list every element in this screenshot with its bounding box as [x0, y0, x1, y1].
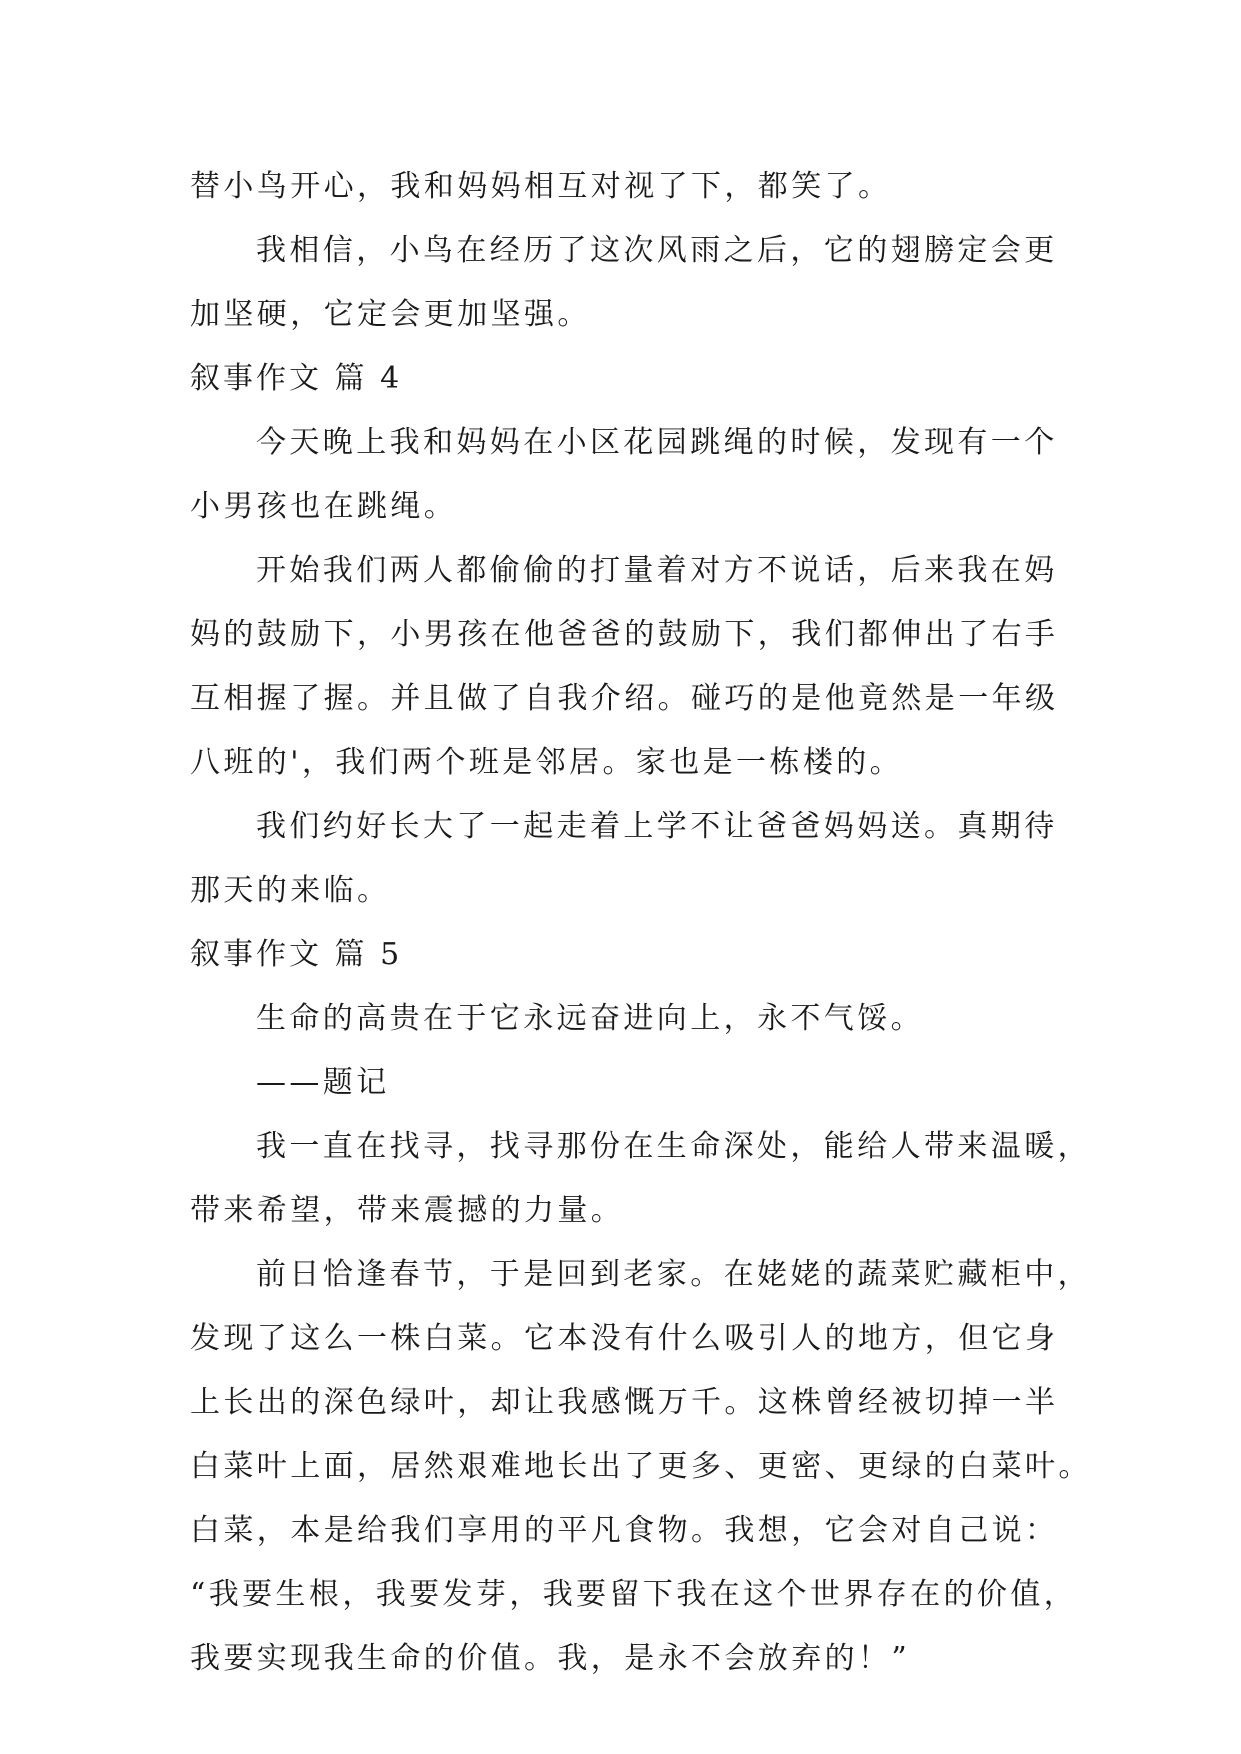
text-line: 我们约好长大了一起走着上学不让爸爸妈妈送。真期待: [256, 809, 1058, 844]
text-line: 前日恰逢春节，于是回到老家。在姥姥的蔬菜贮藏柜中，: [256, 1257, 1091, 1292]
text-line: 妈的鼓励下，小男孩在他爸爸的鼓励下，我们都伸出了右手: [190, 617, 1059, 652]
text-line: 八班的'，我们两个班是邻居。家也是一栋楼的。: [190, 745, 904, 780]
text-line: 白菜，本是给我们享用的平凡食物。我想，它会对自己说：: [190, 1513, 1059, 1548]
text-line: 我相信，小鸟在经历了这次风雨之后，它的翅膀定会更: [256, 233, 1058, 268]
text-line: 加坚硬，它定会更加坚强。: [190, 297, 591, 332]
text-line: 我要实现我生命的价值。我，是永不会放弃的！”: [190, 1641, 911, 1676]
text-line: “我要生根，我要发芽，我要留下我在这个世界存在的价值，: [190, 1577, 1078, 1612]
text-line: 小男孩也在跳绳。: [190, 489, 458, 524]
document-body: [190, 155, 1092, 1691]
text-line: 发现了这么一株白菜。它本没有什么吸引人的地方，但它身: [190, 1321, 1059, 1356]
text-line: ——题记: [256, 1065, 390, 1100]
text-line: 上长出的深色绿叶，却让我感慨万千。这株曾经被切掉一半: [190, 1385, 1059, 1420]
text-line: 互相握了握。并且做了自我介绍。碰巧的是他竟然是一年级: [190, 681, 1059, 716]
section-heading: 叙事作文 篇 5: [190, 937, 403, 972]
text-line: 生命的高贵在于它永远奋进向上，永不气馁。: [256, 1001, 924, 1036]
text-line: 我一直在找寻，找寻那份在生命深处，能给人带来温暖，: [256, 1129, 1091, 1164]
text-line: 今天晚上我和妈妈在小区花园跳绳的时候，发现有一个: [256, 425, 1058, 460]
text-line: 那天的来临。: [190, 873, 391, 908]
text-line: 带来希望，带来震撼的力量。: [190, 1193, 625, 1228]
section-heading: 叙事作文 篇 4: [190, 361, 403, 396]
text-line: 替小鸟开心，我和妈妈相互对视了下，都笑了。: [190, 169, 892, 204]
text-line: 开始我们两人都偷偷的打量着对方不说话，后来我在妈: [256, 553, 1058, 588]
text-line: 白菜叶上面，居然艰难地长出了更多、更密、更绿的白菜叶。: [190, 1449, 1092, 1484]
